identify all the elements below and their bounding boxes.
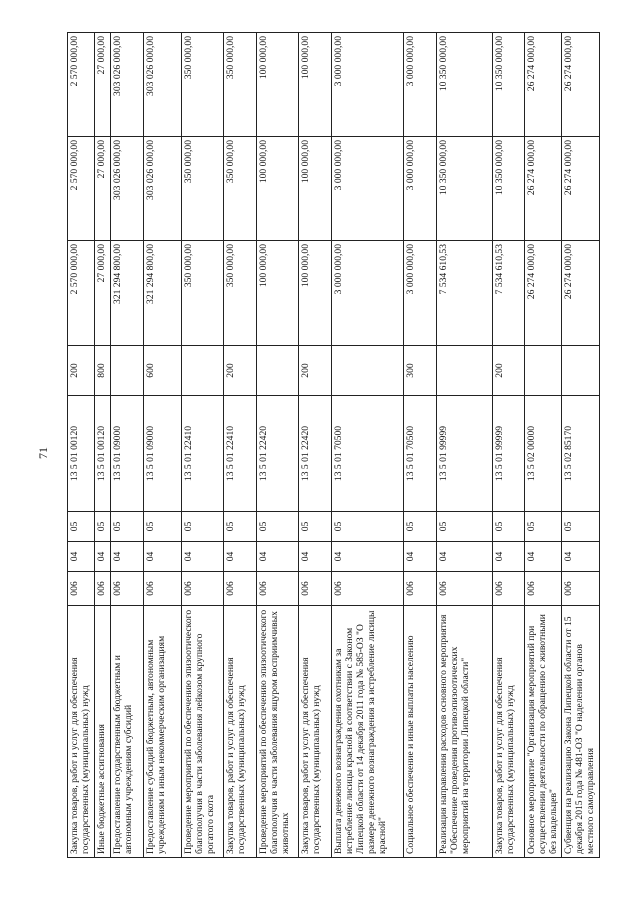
amount-year-2-cell: 10 350 000,00	[437, 137, 493, 241]
budget-table	[67, 32, 600, 858]
table-row	[111, 33, 144, 858]
subsection-code-cell: 05	[144, 512, 182, 542]
section-code-cell: 04	[224, 542, 257, 572]
section-code-cell: 04	[493, 542, 525, 572]
expense-type-cell: 200	[299, 346, 332, 396]
subsection-code-cell: 05	[257, 512, 299, 542]
table-row	[68, 33, 95, 858]
subsection-code-cell: 05	[299, 512, 332, 542]
admin-code-cell: 006	[437, 572, 493, 606]
section-code-cell: 04	[562, 542, 600, 572]
amount-year-1-cell: 7 534 610,53	[437, 241, 493, 346]
row-name-cell: Реализация направления расходов основного мероприятия "Обеспечение проведения противоэпизоотических мероприятий на территории Липецкой области"	[437, 606, 493, 858]
amount-year-2-cell: 100 000,00	[257, 137, 299, 241]
admin-code-cell: 006	[257, 572, 299, 606]
table-row	[332, 33, 404, 858]
amount-year-3-cell: 2 570 000,00	[68, 33, 95, 137]
section-code-cell: 04	[68, 542, 95, 572]
section-code-cell: 04	[144, 542, 182, 572]
table-row	[493, 33, 525, 858]
section-code-cell: 04	[299, 542, 332, 572]
amount-year-1-cell: 350 000,00	[224, 241, 257, 346]
target-article-cell: 13 5 01 00120	[95, 396, 111, 512]
subsection-code-cell: 05	[68, 512, 95, 542]
amount-year-1-cell: 2 570 000,00	[68, 241, 95, 346]
table-row	[182, 33, 224, 858]
amount-year-3-cell: 10 350 000,00	[437, 33, 493, 137]
expense-type-cell: 200	[68, 346, 95, 396]
expense-type-cell: 200	[493, 346, 525, 396]
amount-year-1-cell: 3 000 000,00	[332, 241, 404, 346]
expense-type-cell: 800	[95, 346, 111, 396]
target-article-cell: 13 5 01 09000	[111, 396, 144, 512]
amount-year-1-cell: 321 294 800,00	[111, 241, 144, 346]
section-code-cell: 04	[525, 542, 562, 572]
amount-year-3-cell: 3 000 000,00	[404, 33, 437, 137]
amount-year-3-cell: 27 000,00	[95, 33, 111, 137]
row-name-cell: Проведение мероприятий по обеспечению эпизоотического благополучия в части заболевания лейкозом крупного рогатого скота	[182, 606, 224, 858]
row-name-cell: Основное мероприятие "Организация мероприятий при осуществлении деятельности по обращению с животными без владельцев"	[525, 606, 562, 858]
subsection-code-cell: 05	[525, 512, 562, 542]
expense-type-cell	[182, 346, 224, 396]
admin-code-cell: 006	[493, 572, 525, 606]
section-code-cell: 04	[332, 542, 404, 572]
target-article-cell: 13 5 01 70500	[332, 396, 404, 512]
admin-code-cell: 006	[224, 572, 257, 606]
section-code-cell: 04	[404, 542, 437, 572]
section-code-cell: 04	[257, 542, 299, 572]
admin-code-cell: 006	[95, 572, 111, 606]
subsection-code-cell: 05	[437, 512, 493, 542]
amount-year-3-cell: 100 000,00	[299, 33, 332, 137]
target-article-cell: 13 5 01 09000	[144, 396, 182, 512]
amount-year-1-cell: 3 000 000,00	[404, 241, 437, 346]
target-article-cell: 13 5 02 00000	[525, 396, 562, 512]
table-row	[404, 33, 437, 858]
target-article-cell: 13 5 01 22420	[257, 396, 299, 512]
row-name-cell: Субвенция на реализацию Закона Липецкой области от 15 декабря 2015 года № 481-ОЗ "О наделении органов местного самоуправления	[562, 606, 600, 858]
expense-type-cell	[437, 346, 493, 396]
amount-year-3-cell: 26 274 000,00	[562, 33, 600, 137]
admin-code-cell: 006	[562, 572, 600, 606]
section-code-cell: 04	[111, 542, 144, 572]
target-article-cell: 13 5 02 85170	[562, 396, 600, 512]
expense-type-cell: 300	[404, 346, 437, 396]
admin-code-cell: 006	[111, 572, 144, 606]
amount-year-3-cell: 10 350 000,00	[493, 33, 525, 137]
target-article-cell: 13 5 01 22410	[224, 396, 257, 512]
amount-year-1-cell: 26 274 000,00	[562, 241, 600, 346]
target-article-cell: 13 5 01 70500	[404, 396, 437, 512]
amount-year-2-cell: 27 000,00	[95, 137, 111, 241]
admin-code-cell: 006	[182, 572, 224, 606]
amount-year-1-cell: 26 274 000,00	[525, 241, 562, 346]
page-number: 71	[36, 447, 50, 459]
target-article-cell: 13 5 01 00120	[68, 396, 95, 512]
admin-code-cell: 006	[404, 572, 437, 606]
amount-year-1-cell: 27 000,00	[95, 241, 111, 346]
subsection-code-cell: 05	[111, 512, 144, 542]
target-article-cell: 13 5 01 99999	[493, 396, 525, 512]
row-name-cell: Закупка товаров, работ и услуг для обеспечения государственных (муниципальных) нужд	[493, 606, 525, 858]
row-name-cell: Закупка товаров, работ и услуг для обеспечения государственных (муниципальных) нужд	[68, 606, 95, 858]
subsection-code-cell: 05	[562, 512, 600, 542]
admin-code-cell: 006	[525, 572, 562, 606]
target-article-cell: 13 5 01 99999	[437, 396, 493, 512]
table-row	[525, 33, 562, 858]
amount-year-2-cell: 303 026 000,00	[111, 137, 144, 241]
admin-code-cell: 006	[332, 572, 404, 606]
amount-year-3-cell: 350 000,00	[182, 33, 224, 137]
expense-type-cell: 200	[224, 346, 257, 396]
expense-type-cell	[525, 346, 562, 396]
table-row	[562, 33, 600, 858]
budget-table-container	[67, 33, 597, 858]
table-row	[437, 33, 493, 858]
amount-year-2-cell: 100 000,00	[299, 137, 332, 241]
table-row	[299, 33, 332, 858]
subsection-code-cell: 05	[404, 512, 437, 542]
row-name-cell: Проведение мероприятий по обеспечению эпизоотического благополучия в части заболевания ящуром восприимчивых животных	[257, 606, 299, 858]
row-name-cell: Иные бюджетные ассигнования	[95, 606, 111, 858]
subsection-code-cell: 05	[95, 512, 111, 542]
amount-year-2-cell: 26 274 000,00	[525, 137, 562, 241]
subsection-code-cell: 05	[332, 512, 404, 542]
expense-type-cell	[111, 346, 144, 396]
subsection-code-cell: 05	[182, 512, 224, 542]
row-name-cell: Предоставление субсидий бюджетным, автономным учреждениям и иным некоммерческим организациям	[144, 606, 182, 858]
row-name-cell: Предоставление государственным бюджетным и автономным учреждениям субсидий	[111, 606, 144, 858]
table-row	[224, 33, 257, 858]
admin-code-cell: 006	[144, 572, 182, 606]
amount-year-2-cell: 2 570 000,00	[68, 137, 95, 241]
table-row	[95, 33, 111, 858]
expense-type-cell	[562, 346, 600, 396]
section-code-cell: 04	[95, 542, 111, 572]
row-name-cell: Закупка товаров, работ и услуг для обеспечения государственных (муниципальных) нужд	[224, 606, 257, 858]
amount-year-2-cell: 303 026 000,00	[144, 137, 182, 241]
amount-year-3-cell: 303 026 000,00	[144, 33, 182, 137]
row-name-cell: Закупка товаров, работ и услуг для обеспечения государственных (муниципальных) нужд	[299, 606, 332, 858]
target-article-cell: 13 5 01 22420	[299, 396, 332, 512]
amount-year-2-cell: 350 000,00	[224, 137, 257, 241]
amount-year-3-cell: 100 000,00	[257, 33, 299, 137]
amount-year-1-cell: 321 294 800,00	[144, 241, 182, 346]
amount-year-1-cell: 100 000,00	[257, 241, 299, 346]
table-row	[144, 33, 182, 858]
amount-year-2-cell: 26 274 000,00	[562, 137, 600, 241]
amount-year-3-cell: 3 000 000,00	[332, 33, 404, 137]
table-body	[68, 33, 600, 858]
amount-year-2-cell: 10 350 000,00	[493, 137, 525, 241]
subsection-code-cell: 05	[493, 512, 525, 542]
amount-year-2-cell: 350 000,00	[182, 137, 224, 241]
amount-year-1-cell: 350 000,00	[182, 241, 224, 346]
expense-type-cell	[257, 346, 299, 396]
subsection-code-cell: 05	[224, 512, 257, 542]
amount-year-2-cell: 3 000 000,00	[332, 137, 404, 241]
rotated-table-frame	[67, 33, 597, 858]
amount-year-1-cell: 7 534 610,53	[493, 241, 525, 346]
amount-year-3-cell: 26 274 000,00	[525, 33, 562, 137]
admin-code-cell: 006	[299, 572, 332, 606]
expense-type-cell: 600	[144, 346, 182, 396]
amount-year-3-cell: 350 000,00	[224, 33, 257, 137]
admin-code-cell: 006	[68, 572, 95, 606]
row-name-cell: Социальное обеспечение и иные выплаты населению	[404, 606, 437, 858]
expense-type-cell	[332, 346, 404, 396]
section-code-cell: 04	[437, 542, 493, 572]
amount-year-1-cell: 100 000,00	[299, 241, 332, 346]
row-name-cell: Выплата денежного вознаграждения охотникам за истребление лисицы красной в соответствии с Законом Липецкой области от 14 декабря 2011 года № 585-ОЗ "О размере денежного вознаграждения за истребление лисицы красной"	[332, 606, 404, 858]
amount-year-2-cell: 3 000 000,00	[404, 137, 437, 241]
section-code-cell: 04	[182, 542, 224, 572]
table-row	[257, 33, 299, 858]
amount-year-3-cell: 303 026 000,00	[111, 33, 144, 137]
target-article-cell: 13 5 01 22410	[182, 396, 224, 512]
